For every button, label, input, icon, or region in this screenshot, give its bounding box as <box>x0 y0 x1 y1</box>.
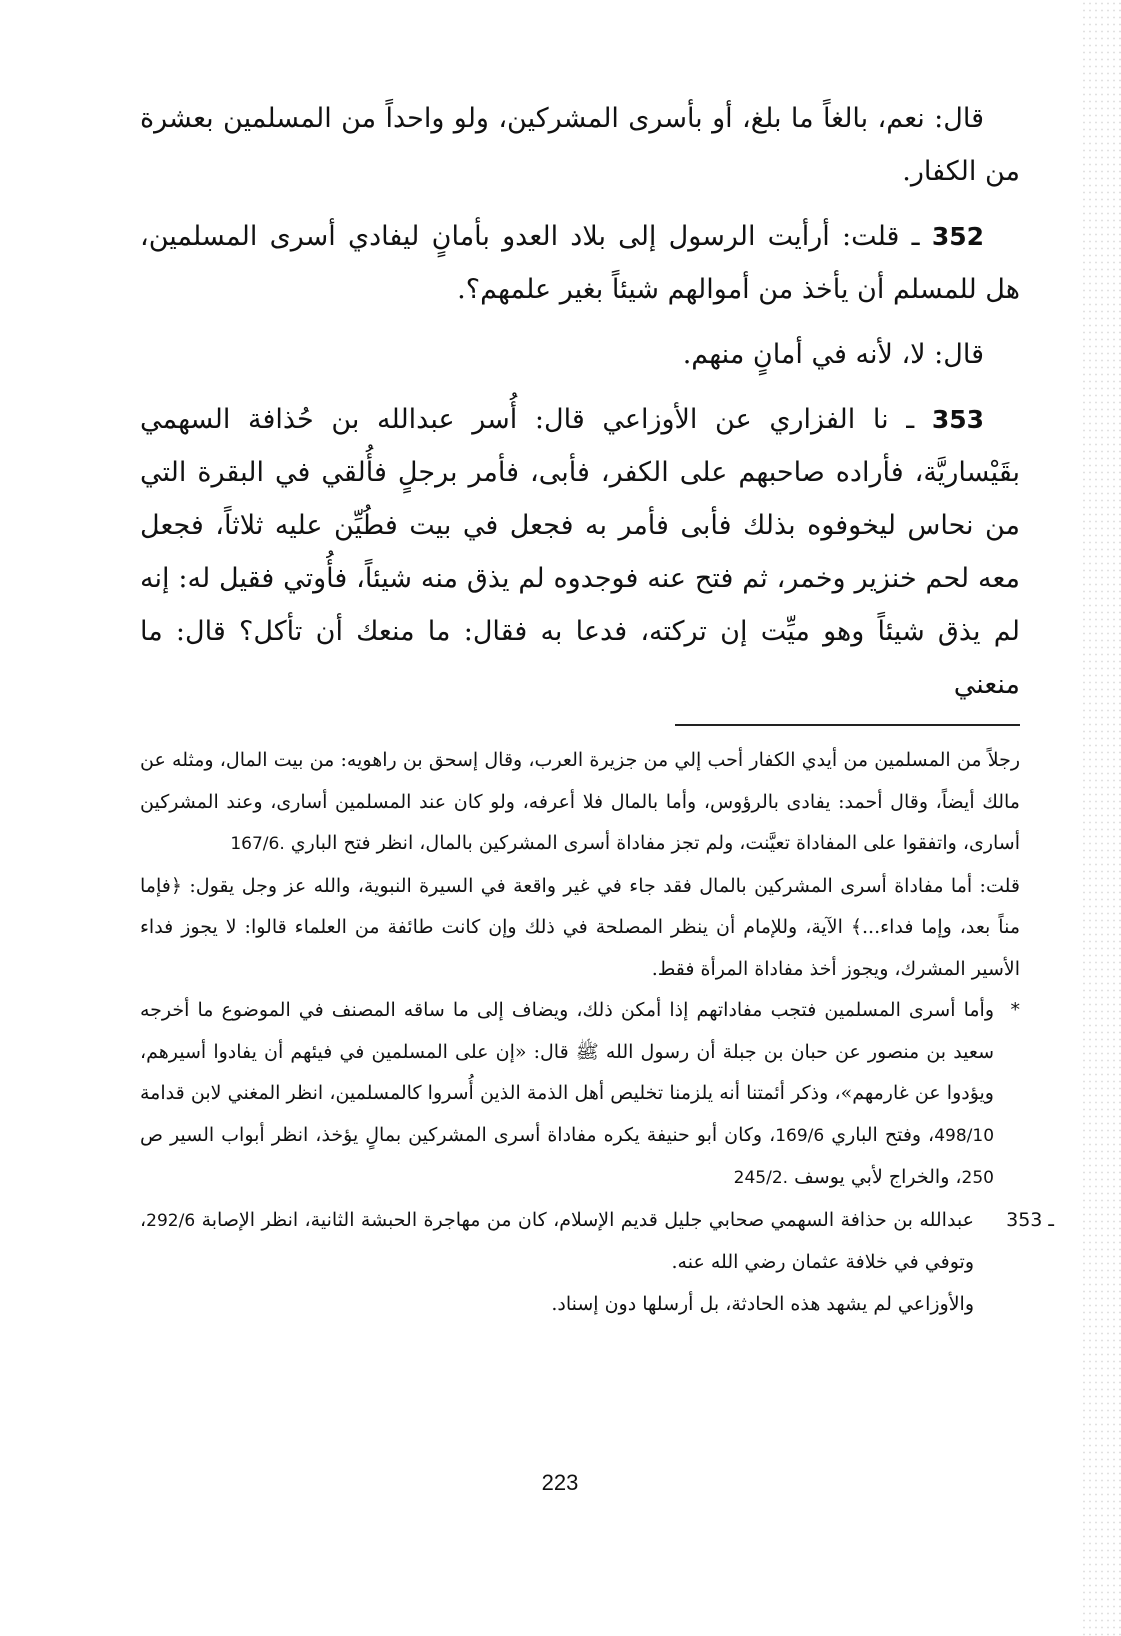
footnote-353-text-b: ، وتوفي في خلافة عثمان رضي الله عنه. <box>140 1208 974 1273</box>
paragraph-352-text: ـ قلت: أرأيت الرسول إلى بلاد العدو بأمانٍ ليفادي أسرى المسلمين، هل للمسلم أن يأخذ من أموالهم شيئاً بغير علمهم؟. <box>140 221 1020 305</box>
footnote-1-ref: 167/6. <box>230 834 285 854</box>
paragraph-answer-1: قال: نعم، بالغاً ما بلغ، أو بأسرى المشركين، ولو واحداً من المسلمين بعشرة من الكفار. <box>140 103 1020 187</box>
footnote-continuation <box>140 740 1020 866</box>
footnote-star-text-c: ، وكان أبو حنيفة يكره مفاداة أسرى المشركين بمالٍ يؤخذ، انظر أبواب السير ص <box>140 1123 776 1146</box>
asterisk-marker: * <box>1010 999 1020 1021</box>
footnote-star-text-d: ، والخراج لأبي يوسف <box>794 1166 962 1188</box>
footnote-star <box>140 990 1020 1200</box>
footnote-star-text-a: وأما أسرى المسلمين فتجب مفاداتهم إذا أمكن ذلك، ويضاف إلى ما ساقه المصنف في الموضوع ما أخرجه سعيد بن منصور عن حبان بن جبلة أن رسول الله ﷺ قال: «إن على المسلمين في فيئهم أن يفادوا أسيرهم، ويؤدوا عن غارمهم»، وذكر أئمتنا أنه يلزمنا تخليص أهل الذمة الذين أُسروا كالمسلمين، انظر المغني لابن قدامة <box>140 999 994 1104</box>
footnote-353 <box>140 1200 1054 1326</box>
paragraph-353 <box>140 393 1020 711</box>
scan-edge-texture <box>1081 0 1121 1636</box>
page-number: 223 <box>541 1470 579 1495</box>
footnote-353-ref: 292/6 <box>146 1210 196 1231</box>
paragraph-number-353: 353 <box>931 405 984 434</box>
main-text-block <box>140 92 1020 723</box>
footnote-star-ref-4: 245/2. <box>733 1168 789 1188</box>
main-text <box>140 92 1020 711</box>
footnote-star-ref-1: 498/10 <box>934 1125 995 1146</box>
footnote-1-text: رجلاً من المسلمين من أيدي الكفار أحب إلي من جزيرة العرب، وقال إسحق بن راهويه: من بيت المال، ومثله عن مالك أيضاً، وقال أحمد: يفادى بالرؤوس، وأما بالمال فلا أعرفه، ولو كان عند المسلمين أسارى، وعند المشركين أسارى، واتفقوا على المفاداة تعيَّنت، ولم تجز مفاداة أسرى المشركين بالمال، انظر فتح الباري <box>140 749 1020 854</box>
footnote-353-marker: 353 ـ <box>1006 1208 1054 1231</box>
footnote-353-line <box>140 1200 974 1284</box>
footnote-star-ref-2: 169/6 <box>775 1125 825 1146</box>
paragraph-number-352: 352 <box>931 222 984 251</box>
footnote-separator <box>675 724 1020 726</box>
footnote-353-note: والأوزاعي لم يشهد هذه الحادثة، بل أرسلها دون إسناد. <box>551 1292 974 1315</box>
footnotes-block <box>140 740 1054 1325</box>
footnote-star-ref-3: 250 <box>961 1168 994 1188</box>
footnote-353-text-a: عبدالله بن حذافة السهمي صحابي جليل قديم الإسلام، كان من مهاجرة الحبشة الثانية، انظر الإصابة <box>201 1208 974 1231</box>
footnote-comment: قلت: أما مفاداة أسرى المشركين بالمال فقد جاء في غير واقعة في السيرة النبوية، والله عز وجل يقول: ﴿فإما مناً بعد، وإما فداء...﴾ الآية، وللإمام أن ينظر المصلحة في ذلك وإن كانت طائفة من العلماء قالوا: لا يجوز فداء الأسير المشرك، ويجوز أخذ مفاداة المرأة فقط. <box>140 874 1020 980</box>
paragraph-answer-2: قال: لا، لأنه في أمانٍ منهم. <box>682 339 984 370</box>
paragraph-352 <box>140 210 1020 316</box>
footnote-star-text-b: ، وفتح الباري <box>831 1123 935 1146</box>
paragraph-353-text: ـ نا الفزاري عن الأوزاعي قال: أُسر عبدالله بن حُذافة السهمي بقَيْساريَّة، فأراده صاحبهم على الكفر، فأبى، فأمر برجلٍ فأُلقي في البقرة التي من نحاس ليخوفوه بذلك فأبى فأمر به فجعل في بيت فطُيِّن عليه ثلاثاً، فجعل معه لحم خنزير وخمر، ثم فتح عنه فوجدوه لم يذق منه شيئاً، فأُوتي فقيل له: إنه لم يذق شيئاً وهو ميِّت إن تركته، فدعا به فقال: ما منعك أن تأكل؟ قال: ما منعني <box>140 404 1020 700</box>
